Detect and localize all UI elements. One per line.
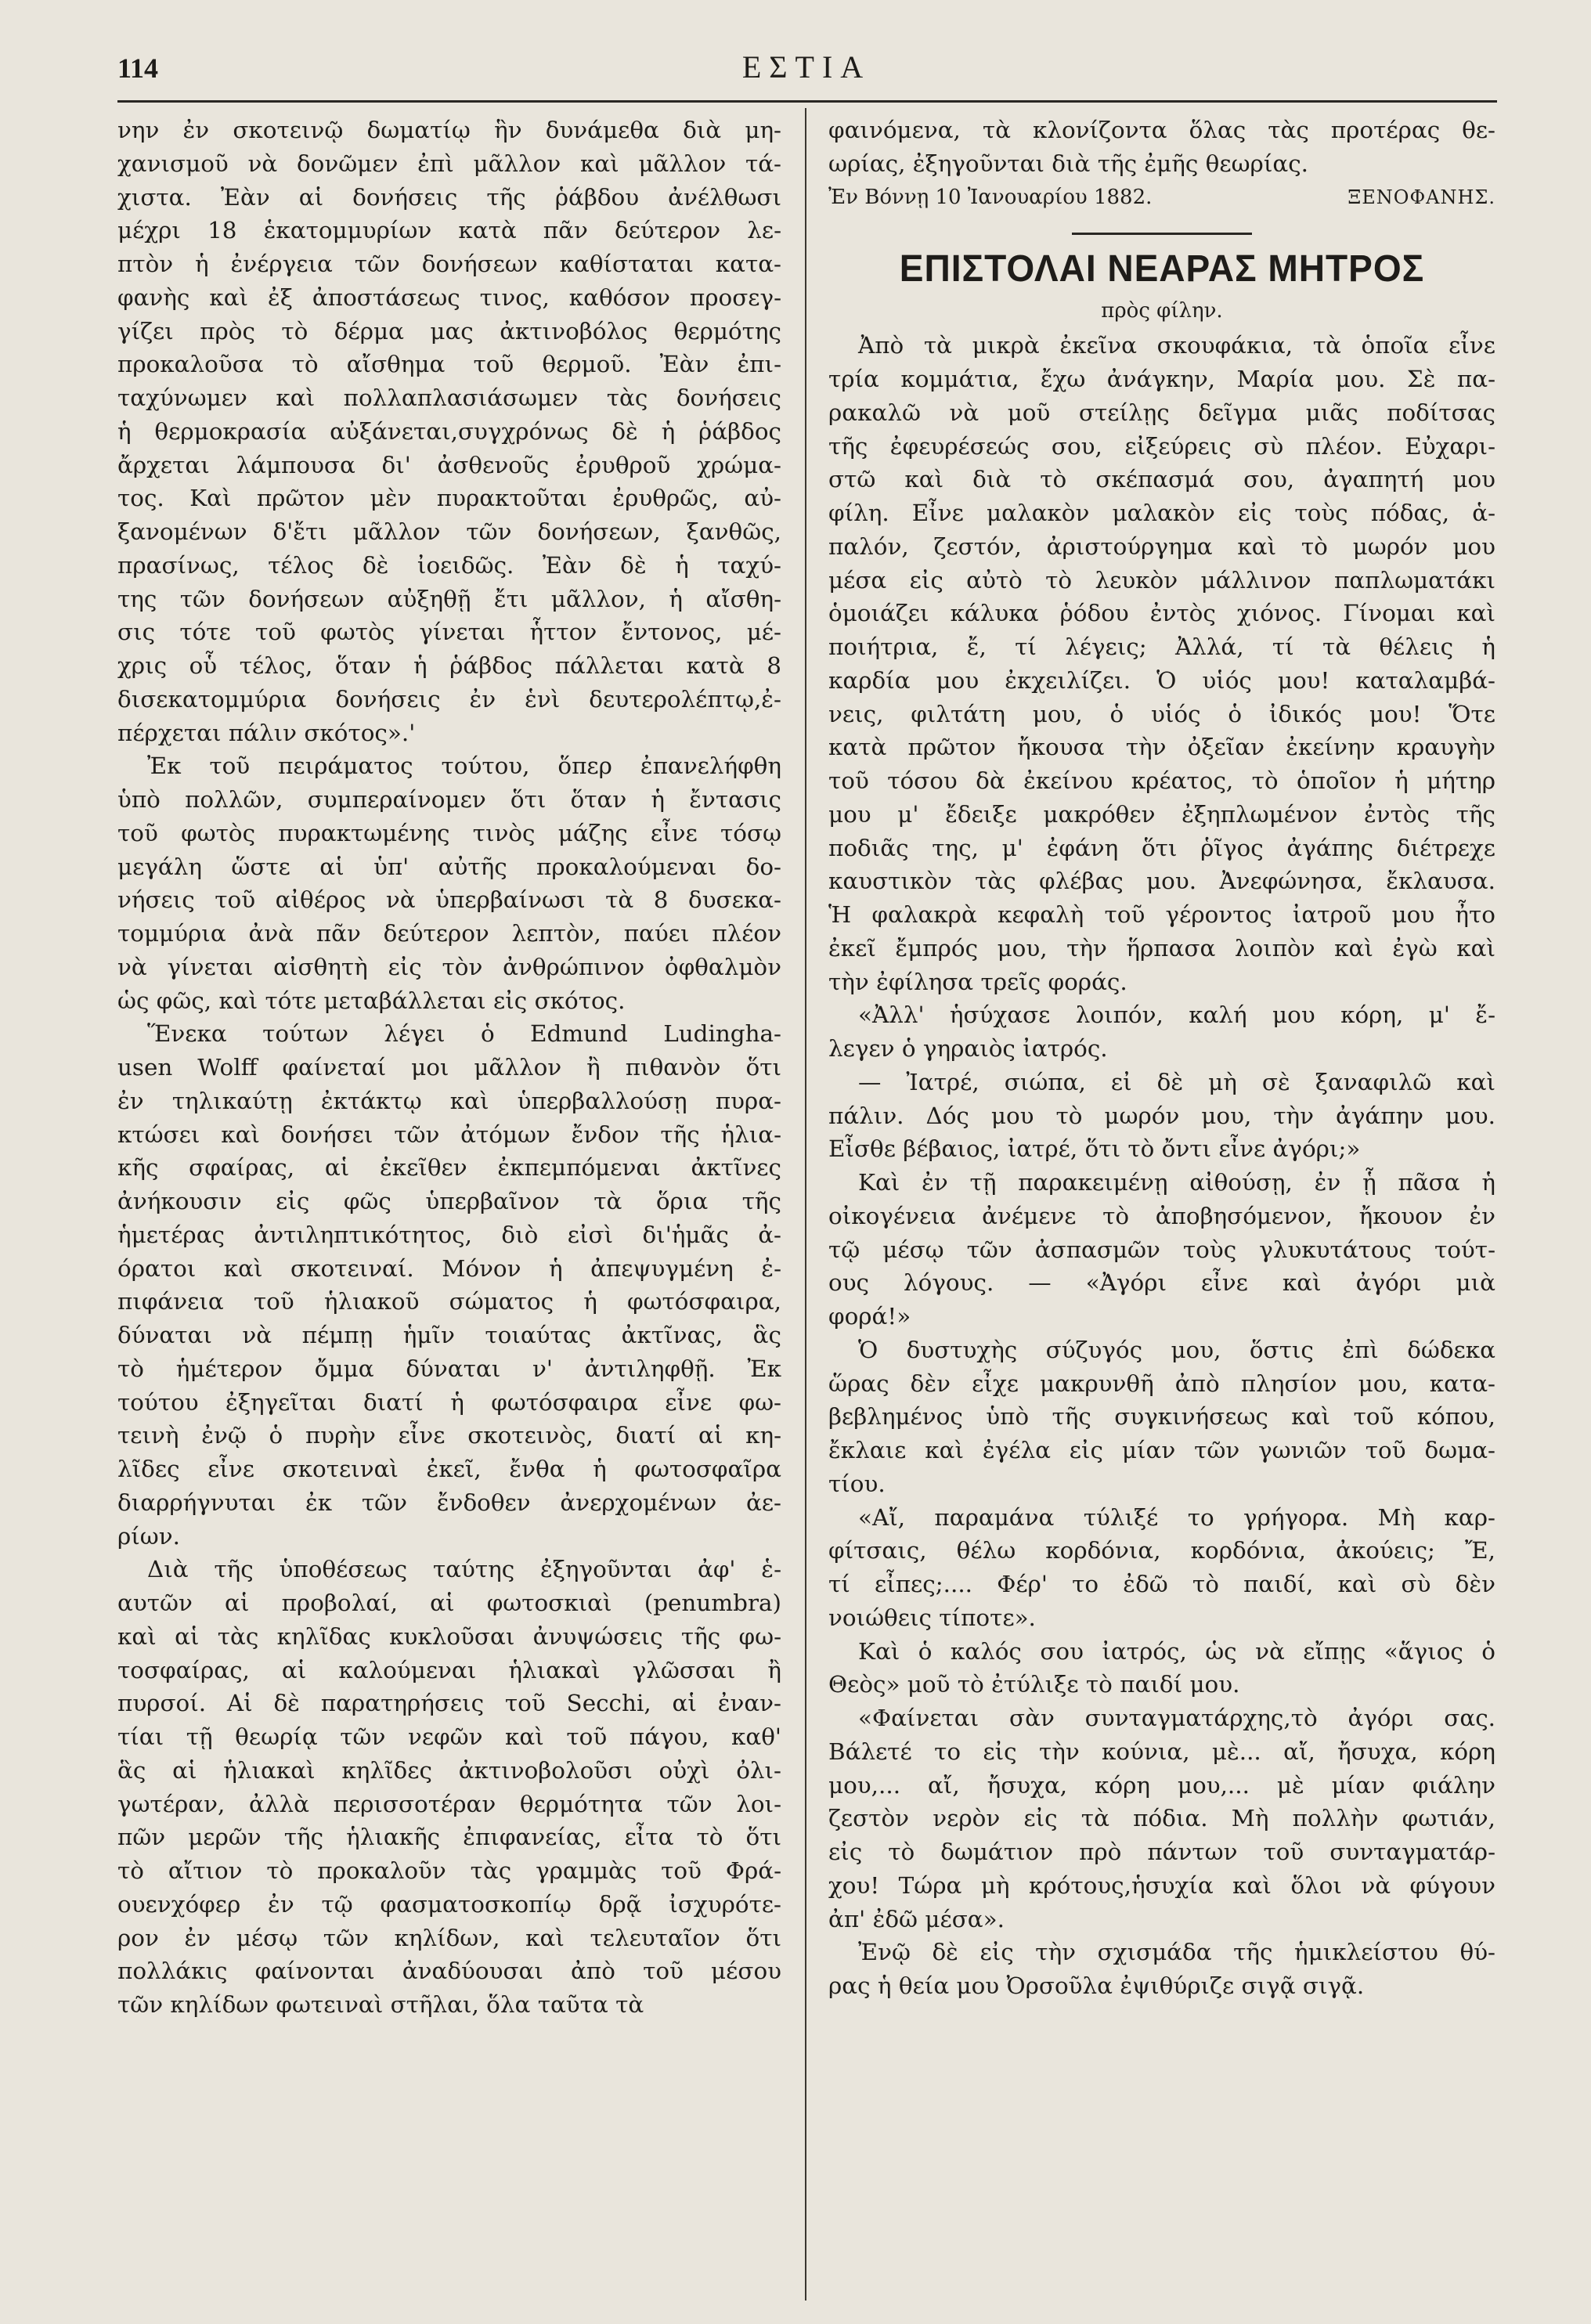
text-line: γίζει πρὸς τὸ δέρμα μας ἀκτινοβόλος θερμότης [117, 317, 781, 345]
text-line: τοσφαίρας, αἱ καλούμεναι ἡλιακαὶ γλῶσσαι ἢ [117, 1656, 781, 1683]
text-line: Θεὸς» μοῦ τὸ ἐτύλιξε τὸ παιδί μου. [828, 1671, 1240, 1698]
text-line: τεινὴ ἐνῷ ὁ πυρὴν εἶνε σκοτεινὸς, διατί αἱ κη- [117, 1422, 781, 1449]
text-line: κτώσει καὶ δονήσει τῶν ἀτόμων ἔνδον τῆς ἡλια- [117, 1120, 781, 1148]
text-line: καὶ αἱ τὰς κηλῖδας κυκλοῦσαι ἀνυψώσεις τῆς φω- [117, 1622, 781, 1650]
article-title: ΕΠΙΣΤΟΛΑΙ ΝΕΑΡΑΣ ΜΗΤΡΟΣ [899, 248, 1425, 290]
text-line: τοῦ φωτὸς πυρακτωμένης τινὸς μάζης εἶνε τόσῳ [117, 819, 781, 846]
text-line: εἰς τὸ δωμάτιον πρὸ πάντων τοῦ συνταγματάρ- [828, 1839, 1495, 1865]
text-line: φανὴς καὶ ἐξ ἀποστάσεως τινος, καθόσον προσεγ- [117, 283, 781, 311]
text-line: τῶν κηλίδων φωτειναὶ στῆλαι, ὅλα ταῦτα τὰ [117, 1991, 644, 2018]
article-title-block [828, 233, 1495, 329]
text-line: ἄρχεται λάμπουσα δι' ἀσθενοῦς ἐρυθροῦ χρώμα- [117, 451, 781, 478]
text-line: τούτου ἐξηγεῖται διατί ἡ φωτόσφαιρα εἶνε φω- [117, 1388, 781, 1416]
text-line: τί εἶπες;.... Φέρ' το ἐδῶ τὸ παιδί, καὶ σὺ δὲν [828, 1571, 1495, 1597]
text-line: παλόν, ζεστόν, ἀριστούργημα καὶ τὸ μωρόν μου [828, 532, 1495, 560]
text-line: νοιώθεις τίποτε». [828, 1604, 1036, 1631]
author-signature: ΞΕΝΟΦΑΝΗΣ. [1347, 186, 1495, 208]
text-line: ἀνήκουσιν εἰς φῶς ὑπερβαῖνον τὰ ὅρια τῆς [117, 1188, 781, 1214]
text-line: ους λόγους. — «Ἀγόρι εἶνε καὶ ἀγόρι μιὰ [828, 1269, 1495, 1297]
text-line: αυτῶν αἱ προβολαί, αἱ φωτοσκιαὶ (penumbra) [117, 1590, 781, 1616]
text-line: τρία κομμάτια, ἔχω ἀνάγκην, Μαρία μου. Σὲ πα- [828, 366, 1495, 392]
text-line: Ἕνεκα τούτων λέγει ὁ Edmund Ludingha- [147, 1020, 781, 1048]
text-line: όρατοι καὶ σκοτειναί. Μόνον ἡ ἀπεψυγμένη ἐ- [117, 1254, 781, 1282]
previous-article-ending [828, 114, 1495, 181]
text-line: πέρχεται πάλιν σκότος».' [117, 719, 416, 746]
paragraph [828, 1066, 1495, 1166]
text-line: ρίων. [117, 1522, 180, 1550]
text-line: διαρρήγνυται ἐκ τῶν ἔνδοθεν ἀνερχομένων ἀε- [117, 1489, 781, 1516]
text-line: — Ἰατρέ, σιώπα, εἰ δὲ μὴ σὲ ξαναφιλῶ καὶ [858, 1068, 1495, 1095]
text-line: πάλιν. Δός μου τὸ μωρόν μου, τὴν ἀγάπην μου. [828, 1102, 1495, 1129]
text-line: φορά!» [828, 1303, 911, 1330]
text-line: ἐν τηλικαύτῃ ἐκτάκτῳ καὶ ὑπερβαλλούσῃ πυρα- [117, 1087, 781, 1114]
text-line: μέχρι 18 ἑκατομμυρίων κατὰ πᾶν δεύτερον λε- [117, 217, 781, 244]
paragraph [828, 1501, 1495, 1635]
text-line: ποιήτρια, ἔ, τί λέγεις; Ἀλλά, τί τὰ θέλεις ἡ [828, 633, 1495, 660]
text-line: τοῦ τόσου δὰ ἐκείνου κρέατος, τὸ ὁποῖον ἡ μήτηρ [828, 767, 1495, 794]
text-line: ζεστὸν νερὸν εἰς τὰ πόδια. Μὴ πολλὴν φωτιάν, [828, 1805, 1495, 1832]
text-line: σις τότε τοῦ φωτὸς γίνεται ἧττον ἔντονος, μέ- [117, 619, 781, 646]
text-line: νήσεις τοῦ αἰθέρος νὰ ὑπερβαίνωσι τὰ 8 δυσεκα- [117, 886, 781, 914]
text-line: πῶν μερῶν τῆς ἡλιακῆς ἐπιφανείας, εἶτα τὸ ὅτι [117, 1824, 781, 1851]
article-subtitle: πρὸς φίλην. [1101, 299, 1223, 323]
text-line: κῆς σφαίρας, αἱ ἐκεῖθεν ἐκπεμπόμεναι ἀκτῖνες [117, 1154, 781, 1182]
text-line: ἀπ' ἐδῶ μέσα». [828, 1905, 1005, 1932]
text-line: φίτσαις, θέλω κορδόνια, κορδόνια, ἀκούεις; Ἔ, [828, 1537, 1495, 1564]
text-line: νεις, φιλτάτη μου, ὁ υἱός ὁ ἰδικός μου! Ὅτε [828, 700, 1495, 727]
text-line: τίου. [828, 1470, 886, 1497]
text-line: ὡς φῶς, καὶ τότε μεταβάλλεται εἰς σκότος. [117, 987, 626, 1014]
text-line: τὴν ἐφίλησα τρεῖς φοράς. [828, 968, 1127, 995]
text-line: Καὶ ὁ καλός σου ἰατρός, ὡς νὰ εἴπῃς «ἅγιος ὁ [858, 1637, 1495, 1665]
text-line: λῖδες εἶνε σκοτειναὶ ἐκεῖ, ἔνθα ἡ φωτοσφαῖρα [117, 1456, 781, 1482]
text-line: δισεκατομμύρια δονήσεις ἐν ἑνὶ δευτερολέπτῳ,ἐ- [117, 685, 781, 713]
text-line: ἃς αἱ ἡλιακαὶ κηλῖδες ἀκτινοβολοῦσι οὐχὶ ὀλι- [117, 1756, 781, 1784]
paragraph [828, 1635, 1495, 1702]
text-line: πρασίνως, τέλος δὲ ἰοειδῶς. Ἐὰν δὲ ἡ ταχύ- [117, 551, 781, 579]
text-line: δύναται νὰ πέμπῃ ἡμῖν τοιαύτας ἀκτῖνας, ἃς [117, 1322, 781, 1348]
text-line: βεβλημένος ὑπὸ τῆς συγκινήσεως καὶ τοῦ κόπου, [828, 1403, 1495, 1431]
text-line: ἡμετέρας ἀντιληπτικότητος, διὸ εἰσὶ δι'ἡμᾶς ἀ- [117, 1221, 781, 1248]
page-header [117, 49, 1495, 96]
text-line: Εἶσθε βέβαιος, ἰατρέ, ὅτι τὸ ὄντι εἶνε ἀγόρι;» [828, 1135, 1361, 1163]
text-line: χου! Τώρα μὴ κρότους,ἡσυχία καὶ ὅλοι νὰ φύγουν [828, 1871, 1495, 1899]
paragraph [117, 114, 781, 749]
text-line: ουενχόφερ ἐν τῷ φασματοσκοπίῳ δρᾷ ἰσχυρότε- [117, 1890, 781, 1918]
text-line: καυστικὸν τὰς φλέβας μου. Ἀνεφώνησα, ἔκλαυσα. [828, 868, 1495, 895]
paragraph [117, 1553, 781, 2022]
text-line: Διὰ τῆς ὑποθέσεως ταύτης ἐξηγοῦνται ἀφ' ἑ- [147, 1556, 781, 1583]
text-line: μέσα εἰς αὐτὸ τὸ λευκὸν μάλλινον παπλωματάκι [828, 566, 1495, 594]
text-line: τος. Καὶ πρῶτον μὲν πυρακτοῦται ἐρυθρῶς, αὐ- [117, 485, 781, 512]
text-line: οἰκογένεια ἀνέμενε τὸ ἀποβησόμενον, ἤκουον ἐν [828, 1202, 1495, 1229]
paragraph [828, 1936, 1495, 2003]
column-divider [805, 108, 806, 2301]
place-date-signature-row [828, 181, 1495, 215]
text-line: ωρίας, ἐξηγοῦνται διὰ τῆς ἐμῆς θεωρίας. [828, 150, 1308, 177]
text-line: μου,... αἴ, ἤσυχα, κόρη μου,... μὲ μίαν φιάλην [828, 1771, 1495, 1799]
text-line: ρακαλῶ νὰ μοῦ στείλῃς δεῖγμα μιᾶς ποδίτσας [828, 399, 1495, 426]
text-line: «Αἴ, παραμάνα τύλιξέ το γρήγορα. Μὴ καρ- [858, 1503, 1495, 1531]
text-line: νὰ γίνεται αἰσθητὴ εἰς τὸν ἀνθρώπινον ὀφθαλμὸν [117, 953, 781, 980]
text-line: στῶ καὶ διὰ τὸ σκέπασμά σου, ἀγαπητή μου [828, 466, 1495, 493]
text-line: κατὰ πρῶτον ἤκουσα τὴν ὀξεῖαν ἐκείνην κραυγὴν [828, 734, 1495, 761]
paragraph [828, 1333, 1495, 1501]
running-title: ΕΣΤΙΑ [741, 49, 871, 85]
text-line: ἡ θερμοκρασία αὐξάνεται,συγχρόνως δὲ ἡ ῥάβδος [117, 417, 781, 445]
text-line: πολλάκις φαίνονται ἀναδύουσαι ἀπὸ τοῦ μέσου [117, 1958, 781, 1985]
text-line: πυρσοί. Αἱ δὲ παρατηρήσεις τοῦ Secchi, αἱ ἐναν- [117, 1690, 781, 1717]
text-line: ὑπὸ πολλῶν, συμπεραίνομεν ὅτι ὅταν ἡ ἔντασις [117, 786, 781, 813]
text-line: ταχύνωμεν καὶ πολλαπλασιάσωμεν τὰς δονήσεις [117, 384, 781, 411]
text-line: usen Wolff φαίνεταί μοι μᾶλλον ἢ πιθανὸν ὅτι [117, 1054, 781, 1081]
text-line: νην ἐν σκοτεινῷ δωματίῳ ἣν δυνάμεθα διὰ μη- [117, 117, 781, 143]
place-date: Ἐν Βόννῃ 10 Ἰανουαρίου 1882. [828, 185, 1153, 209]
text-line: τὸ αἴτιον τὸ προκαλοῦν τὰς γραμμὰς τοῦ Φρά- [117, 1857, 781, 1884]
left-column [117, 114, 781, 2022]
text-line: μου μ' ἔδειξε μακρόθεν ἐξηπλωμένον ἐντὸς τῆς [828, 800, 1495, 828]
text-line: Ἀπὸ τὰ μικρὰ ἐκεῖνα σκουφάκια, τὰ ὁποῖα εἶνε [858, 332, 1495, 359]
text-line: Ἡ φαλακρὰ κεφαλὴ τοῦ γέροντος ἰατροῦ μου ἦτο [828, 901, 1495, 928]
right-column [828, 114, 1495, 2003]
text-line: ρον ἐν μέσῳ τῶν κηλίδων, καὶ τελευταῖον ὅτι [117, 1924, 781, 1951]
article-body [828, 329, 1495, 2003]
text-line: τῷ μέσῳ τῶν ἀσπασμῶν τοὺς γλυκυτάτους τούτ- [828, 1236, 1495, 1263]
text-line: ἐκεῖ ἔμπρός μου, τὴν ἥρπασα λοιπὸν καὶ ἐγὼ καὶ [828, 934, 1495, 962]
text-line: μεγάλη ὥστε αἱ ὑπ' αὐτῆς προκαλούμεναι δο- [117, 853, 781, 880]
text-line: ὥρας δὲν εἶχε μακρυνθῆ ἀπὸ πλησίον μου, κατα- [828, 1370, 1495, 1397]
text-line: ὁμοιάζει κάλυκα ῥόδου ἐντὸς χιόνος. Γίνομαι καὶ [828, 600, 1495, 627]
text-line: Βάλετέ το εἰς τὴν κούνια, μὲ... αἴ, ἤσυχα, κόρη [828, 1738, 1495, 1765]
text-line: ἔκλαιε καὶ ἐγέλα εἰς μίαν τῶν γωνιῶν τοῦ δωμα- [828, 1437, 1495, 1463]
paragraph [828, 329, 1495, 998]
text-line: «Φαίνεται σὰν συνταγματάρχης,τὸ ἀγόρι σας. [858, 1705, 1495, 1731]
text-line: χανισμοῦ νὰ δονῶμεν ἐπὶ μᾶλλον καὶ μᾶλλον τά- [117, 150, 781, 177]
text-line: καρδία μου ἐκχειλίζει. Ὁ υἱός μου! καταλαμβά- [828, 666, 1495, 694]
paragraph [117, 1017, 781, 1553]
header-rule [117, 100, 1497, 103]
text-line: ξανομένων δ'ἔτι μᾶλλον τῶν δονήσεων, ξανθῶς, [117, 518, 781, 545]
text-line: χρις οὗ τέλος, ὅταν ἡ ῥάβδος πάλλεται κατὰ 8 [117, 652, 781, 679]
text-line: «Ἀλλ' ἡσύχασε λοιπόν, καλή μου κόρη, μ' ἔ- [858, 1001, 1495, 1029]
text-line: Ὁ δυστυχὴς σύζυγός μου, ὅστις ἐπὶ δώδεκα [858, 1336, 1495, 1363]
text-line: Ἐνῷ δὲ εἰς τὴν σχισμάδα τῆς ἡμικλείστου θύ- [858, 1939, 1495, 1966]
text-line: πτὸν ἡ ἐνέργεια τῶν δονήσεων καθίσταται κατα- [117, 251, 781, 277]
text-line: λεγεν ὁ γηραιὸς ἰατρός. [828, 1035, 1108, 1062]
text-line: ποδιᾶς της, μ' ἐφάνη ὅτι ῥῖγος ἀγάπης διέτρεχε [828, 834, 1495, 861]
text-line: πιφάνεια τοῦ ἡλιακοῦ σώματος ἡ φωτόσφαιρα, [117, 1288, 781, 1315]
paragraph [117, 749, 781, 1017]
text-line: προκαλοῦσα τὸ αἴσθημα τοῦ θερμοῦ. Ἐὰν ἐπι- [117, 351, 781, 378]
title-rule [1072, 233, 1252, 235]
text-line: τίαι τῇ θεωρίᾳ τῶν νεφῶν καὶ τοῦ πάγου, καθ' [117, 1723, 781, 1750]
text-line: τὸ ἡμέτερον ὄμμα δύναται ν' ἀντιληφθῇ. Ἐκ [117, 1355, 781, 1382]
text-line: Ἐκ τοῦ πειράματος τούτου, ὅπερ ἐπανελήφθη [147, 752, 781, 780]
text-line: φαινόμενα, τὰ κλονίζοντα ὅλας τὰς προτέρας θε- [828, 117, 1495, 143]
text-line: τομμύρια ἀνὰ πᾶν δεύτερον λεπτὸν, παύει πλέον [117, 920, 781, 947]
page-number: 114 [117, 52, 159, 84]
paragraph [828, 998, 1495, 1066]
paragraph [828, 1702, 1495, 1936]
text-line: γωτέραν, ἀλλὰ περισσοτέραν θερμότητα τῶν λοι- [117, 1790, 781, 1817]
paragraph [828, 1166, 1495, 1333]
text-line: της τῶν δονήσεων αὐξηθῇ ἔτι μᾶλλον, ἡ αἴσθη- [117, 585, 781, 612]
text-line: φίλη. Εἶνε μαλακὸν μαλακὸν εἰς τοὺς πόδας, ἁ- [828, 500, 1495, 526]
text-line: τῆς ἐφευρέσεώς σου, εἰξεύρεις σὺ πλέον. Εὐχαρι- [828, 432, 1495, 460]
text-line: Καὶ ἐν τῇ παρακειμένῃ αἰθούσῃ, ἐν ᾗ πᾶσα ἡ [858, 1169, 1495, 1196]
text-line: ρας ἡ θεία μου Ὀρσοῦλα ἐψιθύριζε σιγᾷ σιγᾷ. [828, 1972, 1365, 1999]
text-line: χιστα. Ἐὰν αἱ δονήσεις τῆς ῥάβδου ἀνέλθωσι [117, 183, 781, 211]
